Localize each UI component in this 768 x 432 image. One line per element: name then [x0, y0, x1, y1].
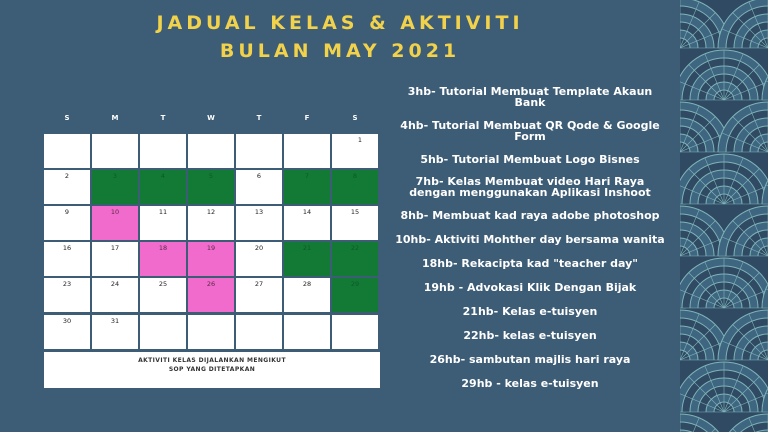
event-line: 5hb- Tutorial Membuat Logo Bisnes [420, 153, 640, 166]
calendar-day-cell [236, 315, 282, 349]
event-line: 21hb- Kelas e-tuisyen [462, 305, 598, 318]
day-number: 23 [62, 280, 72, 288]
day-number: 10 [110, 208, 120, 216]
calendar-day-cell [284, 278, 330, 312]
day-number: 28 [302, 280, 312, 288]
calendar-day-cell [284, 315, 330, 349]
calendar-day-cell [140, 170, 186, 204]
event-item [380, 306, 680, 317]
fan-shape [718, 414, 768, 432]
day-number: 4 [160, 172, 166, 180]
calendar-day-cell [188, 134, 234, 168]
event-line: 7hb- Kelas Membuat video Hari Raya [415, 175, 645, 188]
fan-shape [680, 50, 768, 100]
calendar-day-cell [92, 315, 138, 349]
day-number: 14 [302, 208, 312, 216]
calendar-day-cell [44, 315, 90, 349]
day-number: 3 [112, 172, 118, 180]
day-number: 26 [206, 280, 216, 288]
calendar-day-cell [284, 134, 330, 168]
day-number: 25 [158, 280, 168, 288]
calendar-day-cell [236, 134, 282, 168]
event-item [380, 258, 680, 269]
calendar-day-cell [284, 206, 330, 240]
fan-pattern-graphic [680, 0, 768, 432]
calendar-day-cell [44, 278, 90, 312]
fan-shape [718, 102, 768, 152]
fan-shape [680, 362, 768, 412]
calendar-day-cell [92, 170, 138, 204]
calendar-day-cell [44, 134, 90, 168]
calendar-day-cell [92, 278, 138, 312]
calendar-day-cell [236, 206, 282, 240]
event-item [380, 86, 680, 108]
calendar-day-cell [92, 242, 138, 276]
calendar-day-cell [188, 315, 234, 349]
day-number: 2 [64, 172, 70, 180]
event-line: Form [514, 130, 546, 143]
calendar-day-cell [332, 278, 378, 312]
event-line: 4hb- Tutorial Membuat QR Qode & Google [400, 119, 660, 132]
fan-shape [718, 206, 768, 256]
event-item [380, 330, 680, 341]
calendar-note [44, 352, 380, 388]
day-number: 18 [158, 244, 168, 252]
day-number: 8 [352, 172, 358, 180]
event-item [380, 234, 680, 245]
fan-shape [718, 310, 768, 360]
calendar-day-cell [284, 242, 330, 276]
calendar-day-cell [236, 242, 282, 276]
day-number: 19 [206, 244, 216, 252]
event-line: dengan menggunakan Aplikasi Inshoot [409, 186, 651, 199]
day-number: 31 [110, 317, 120, 325]
fan-shape [718, 0, 768, 48]
calendar-day-cell [140, 134, 186, 168]
event-line: 18hb- Rekacipta kad "teacher day" [422, 257, 638, 270]
calendar-note-line-1: AKTIVITI KELAS DIJALANKAN MENGIKUT [138, 357, 286, 364]
event-item [380, 282, 680, 293]
event-line: 29hb - kelas e-tuisyen [461, 377, 599, 390]
day-number: 21 [302, 244, 312, 252]
day-letter: T [160, 114, 166, 122]
event-item [380, 176, 680, 198]
calendar-day-cell [188, 170, 234, 204]
fan-shape [680, 414, 730, 432]
day-letter: S [352, 114, 358, 122]
title-line-2: BULAN MAY 2021 [219, 40, 461, 62]
day-letter: F [304, 114, 310, 122]
day-number: 1 [357, 136, 362, 144]
day-number: 15 [350, 208, 360, 216]
calendar-day-cell [284, 170, 330, 204]
event-line: 22hb- kelas e-tuisyen [463, 329, 597, 342]
calendar-day-cell [188, 242, 234, 276]
calendar-day-header [44, 114, 380, 126]
calendar-day-cell [332, 242, 378, 276]
calendar-day-cell [44, 242, 90, 276]
calendar-day-cell [332, 170, 378, 204]
day-letter: W [207, 114, 215, 122]
event-item [380, 210, 680, 221]
decorative-fan-pattern [680, 0, 768, 432]
title-line-1: JADUAL KELAS & AKTIVITI [156, 12, 524, 34]
event-line: 10hb- Aktiviti Mohther day bersama wanita [395, 233, 665, 246]
event-item [380, 154, 680, 165]
event-line: 8hb- Membuat kad raya adobe photoshop [400, 209, 660, 222]
calendar-day-cell [332, 206, 378, 240]
calendar-day-cell [140, 242, 186, 276]
fan-shape [680, 258, 768, 308]
day-number: 27 [254, 280, 264, 288]
day-number: 22 [350, 244, 360, 252]
event-item [380, 354, 680, 365]
day-number: 9 [64, 208, 70, 216]
day-number: 13 [254, 208, 264, 216]
event-line: 19hb - Advokasi Klik Dengan Bijak [423, 281, 637, 294]
calendar-day-cell [140, 315, 186, 349]
calendar-day-cell [188, 206, 234, 240]
day-number: 12 [206, 208, 216, 216]
event-line: 3hb- Tutorial Membuat Template Akaun [407, 85, 653, 98]
calendar-day-cell [236, 170, 282, 204]
day-number: 16 [62, 244, 72, 252]
day-number: 6 [256, 172, 262, 180]
calendar-note-line-2: SOP YANG DITETAPKAN [168, 366, 256, 373]
day-number: 29 [350, 280, 360, 288]
day-number: 5 [208, 172, 214, 180]
day-letter: M [111, 114, 119, 122]
day-number: 17 [110, 244, 120, 252]
calendar-day-cell [188, 278, 234, 312]
event-item [380, 120, 680, 142]
calendar-day-cell [140, 278, 186, 312]
day-number: 7 [304, 172, 310, 180]
calendar-day-cell [44, 170, 90, 204]
day-number: 11 [158, 208, 168, 216]
day-number: 20 [254, 244, 264, 252]
calendar-day-cell [44, 206, 90, 240]
event-line: Bank [514, 96, 546, 109]
day-number: 30 [62, 317, 72, 325]
calendar-day-cell [92, 206, 138, 240]
event-item [380, 378, 680, 389]
fan-shape [680, 154, 768, 204]
calendar-day-cell [332, 315, 378, 349]
calendar-day-cell [236, 278, 282, 312]
event-line: 26hb- sambutan majlis hari raya [429, 353, 631, 366]
day-letter: S [64, 114, 70, 122]
calendar-day-cell [332, 134, 378, 168]
calendar-day-cell [140, 206, 186, 240]
day-letter: T [256, 114, 262, 122]
day-number: 24 [110, 280, 120, 288]
calendar-day-cell [92, 134, 138, 168]
